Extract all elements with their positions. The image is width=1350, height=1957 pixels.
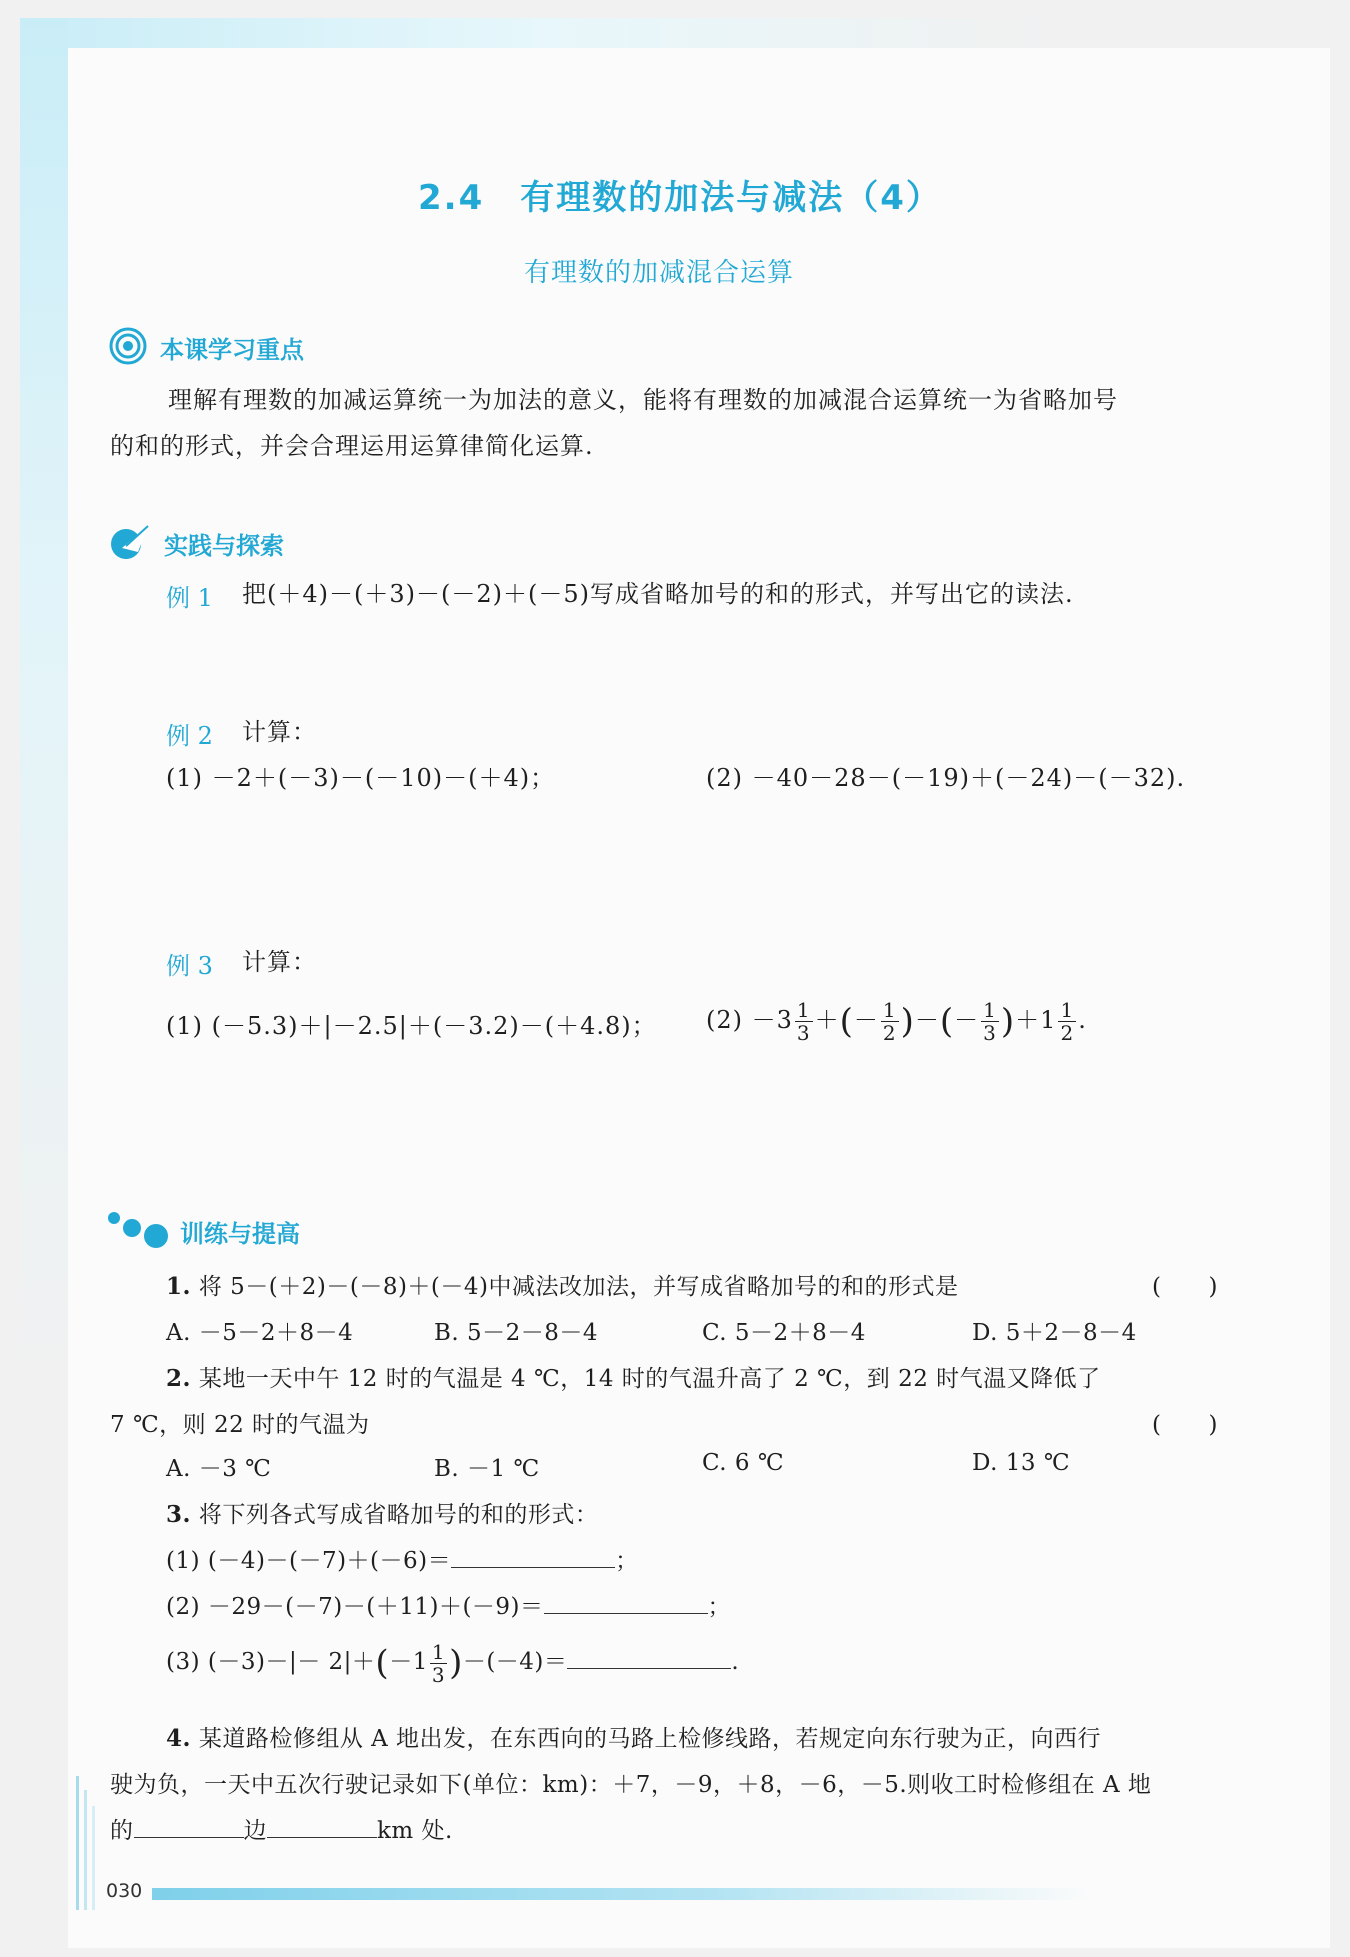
q3-part-3: (3) (－3)－|－ 2|＋(－1 $\frac{1}{3}$ )－(－4)＝ . [166, 1639, 740, 1687]
q2-option-b: B. －1 ℃ [434, 1456, 540, 1482]
q1-option-c: C. 5－2＋8－4 [702, 1320, 866, 1346]
answer-blank[interactable] [451, 1543, 615, 1568]
q1-answer-paren: ( ) [1152, 1274, 1218, 1300]
focus-line-2: 的和的形式，并会合理运用运算律简化运算. [110, 432, 594, 460]
q4-line-2: 驶为负，一天中五次行驶记录如下(单位：km)：＋7，－9，＋8，－6，－5.则收工时检修组在 A 地 [110, 1772, 1152, 1798]
paren-close: ) [900, 1001, 915, 1042]
example-2-label: 例 2 [166, 722, 213, 750]
answer-blank-direction[interactable] [134, 1813, 244, 1838]
q2-option-d: D. 13 ℃ [972, 1450, 1071, 1476]
example-1-text: 把(＋4)－(＋3)－(－2)＋(－5)写成省略加号的和的形式，并写出它的读法. [242, 580, 1074, 608]
period: . [1078, 1006, 1087, 1034]
plus-sign: ＋ [814, 1006, 840, 1034]
minus-sign: － [914, 1006, 940, 1034]
q2-answer-paren: ( ) [1152, 1412, 1218, 1438]
example-2-part-2: (2) －40－28－(－19)＋(－24)－(－32). [706, 764, 1186, 792]
paren-close: ) [1000, 1001, 1016, 1042]
example-1-label: 例 1 [166, 584, 213, 612]
q1-option-b: B. 5－2－8－4 [434, 1320, 599, 1346]
paren-close: ) [449, 1643, 463, 1683]
q4-text: 某道路检修组从 A 地出发，在东西向的马路上检修线路，若规定向东行驶为正，向西行 [198, 1726, 1102, 1752]
focus-line-1: 理解有理数的加减运算统一为加法的意义，能将有理数的加减混合运算统一为省略加号 [168, 386, 1118, 414]
example-3-part-1: (1) (－5.3)＋|－2.5|＋(－3.2)－(＋4.8)； [166, 1012, 657, 1040]
rocket-icon [108, 520, 154, 562]
example-3-label: 例 3 [166, 952, 213, 980]
example-2-part-1: (1) －2＋(－3)－(－10)－(＋4)； [166, 764, 556, 792]
paren-open: ( [375, 1643, 390, 1683]
answer-blank-distance[interactable] [267, 1813, 377, 1838]
q1 [166, 1268, 959, 1301]
q2-line-1 [166, 1360, 1101, 1393]
paren-open: ( [839, 1001, 854, 1042]
question-number: 1. [166, 1273, 192, 1300]
focus-heading: 本课学习重点 [160, 336, 304, 364]
q1-option-d: D. 5＋2－8－4 [972, 1320, 1137, 1346]
target-icon [108, 326, 148, 366]
expr-end: ＋1 [1015, 1006, 1057, 1034]
example-3-part-2 [706, 990, 1087, 1052]
page-top-tint [20, 18, 1320, 50]
margin-line [92, 1806, 95, 1910]
q2-option-a: A. －3 ℃ [166, 1456, 272, 1482]
q3-part-1: (1) (－4)－(－7)＋(－6)＝ ； [166, 1542, 639, 1575]
question-number: 3. [166, 1501, 192, 1528]
q2-line-2: 7 ℃，则 22 时的气温为 [110, 1412, 370, 1438]
answer-blank[interactable] [544, 1589, 708, 1614]
fraction: $\frac{1}{3}$ [431, 1639, 446, 1687]
neg-sign: － [954, 1006, 980, 1034]
example-3-text: 计算： [242, 948, 317, 976]
q2-option-c: C. 6 ℃ [702, 1450, 785, 1476]
lesson-subtitle: 有理数的加减混合运算 [524, 258, 795, 288]
page-left-tint [20, 18, 68, 1957]
question-number: 4. [166, 1725, 192, 1752]
answer-blank[interactable] [567, 1644, 731, 1669]
fraction: $\frac{1}{2}$ [882, 998, 897, 1045]
training-heading: 训练与提高 [180, 1220, 300, 1248]
q4-line-3: 的 边 km 处. [110, 1812, 453, 1845]
q1-option-a: A. －5－2＋8－4 [166, 1320, 354, 1346]
q3-prompt [166, 1496, 598, 1529]
neg-sign: － [853, 1006, 879, 1034]
q4-line-1 [166, 1720, 1101, 1753]
q3-text: 将下列各式写成省略加号的和的形式： [198, 1502, 599, 1528]
q2-text: 某地一天中午 12 时的气温是 4 ℃，14 时的气温升高了 2 ℃，到 22 时气温又降低了 [198, 1366, 1101, 1392]
fraction: $\frac{1}{2}$ [1060, 998, 1075, 1045]
margin-line [76, 1776, 79, 1910]
example-2-text: 计算： [242, 718, 317, 746]
lesson-title: 2.4 有理数的加法与减法（4） [418, 178, 942, 218]
q1-text: 将 5－(＋2)－(－8)＋(－4)中减法改加法，并写成省略加号的和的形式是 [198, 1274, 959, 1300]
bubbles-icon [106, 1210, 172, 1250]
expr-lead: (2) －3 [706, 1006, 793, 1034]
margin-line [84, 1790, 87, 1910]
page-number: 030 [106, 1880, 143, 1902]
fraction: $\frac{1}{3}$ [796, 998, 811, 1045]
footer-bar [152, 1888, 1092, 1900]
q3-part-2: (2) －29－(－7)－(＋11)＋(－9)＝ ； [166, 1588, 731, 1621]
paren-open: ( [939, 1001, 955, 1042]
question-number: 2. [166, 1365, 192, 1392]
fraction: $\frac{1}{3}$ [983, 998, 997, 1045]
practice-heading: 实践与探索 [164, 532, 284, 560]
